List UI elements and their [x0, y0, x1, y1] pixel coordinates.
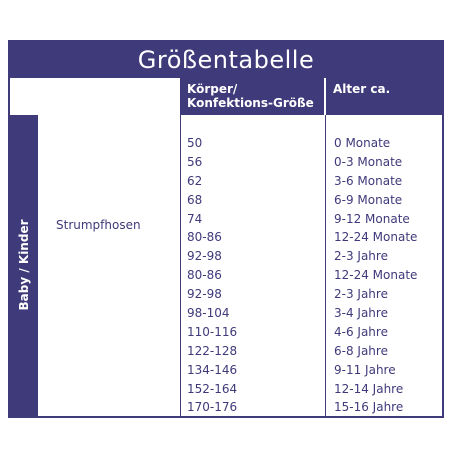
size-cell: 98-104 — [187, 306, 230, 321]
header-size-line1: Körper/ — [187, 82, 238, 96]
size-cell: 56 — [187, 154, 203, 169]
side-band — [10, 115, 38, 416]
age-cell: 2-3 Jahre — [334, 287, 388, 302]
table-title: Größentabelle — [10, 42, 442, 78]
size-cell: 80-86 — [187, 268, 222, 283]
size-cell: 92-98 — [187, 287, 222, 302]
column-divider — [180, 115, 181, 418]
age-cell: 0 Monate — [334, 136, 391, 150]
age-cell: 12-24 Monate — [334, 230, 418, 245]
age-cell: 4-6 Jahre — [334, 324, 388, 339]
category-label: Strumpfhosen — [56, 218, 141, 232]
age-column — [334, 134, 417, 417]
size-cell: 74 — [187, 211, 203, 226]
header-age: Alter ca. — [326, 78, 442, 115]
age-cell: 9-11 Jahre — [334, 362, 396, 377]
size-column — [187, 134, 237, 417]
header-empty-cell — [10, 78, 180, 115]
category-cell — [38, 115, 180, 416]
age-cell: 2-3 Jahre — [334, 249, 388, 264]
size-cell: 62 — [187, 173, 203, 188]
age-cell: 12-14 Jahre — [334, 381, 404, 396]
age-cell: 15-16 Jahre — [334, 400, 404, 415]
header-size — [180, 78, 324, 115]
size-cell: 152-164 — [187, 381, 238, 396]
age-cell: 12-24 Monate — [334, 268, 418, 283]
size-cell: 170-176 — [187, 400, 238, 415]
age-cell: 9-12 Monate — [334, 211, 410, 226]
header-size-line2: Konfektions-Größe — [187, 96, 314, 110]
size-cell: 50 — [187, 136, 203, 150]
column-divider — [325, 115, 326, 418]
age-cell: 3-6 Monate — [334, 173, 403, 188]
header-row — [10, 78, 442, 115]
size-cell: 68 — [187, 192, 203, 207]
age-cell: 6-9 Monate — [334, 192, 403, 207]
age-cell: 3-4 Jahre — [334, 306, 388, 321]
side-label: Baby / Kinder — [17, 219, 31, 311]
age-cell: 0-3 Monate — [334, 154, 403, 169]
age-cell: 6-8 Jahre — [334, 343, 388, 358]
size-cell: 80-86 — [187, 230, 222, 245]
size-cell: 122-128 — [187, 343, 238, 358]
size-chart-table — [8, 40, 444, 418]
size-cell: 92-98 — [187, 249, 222, 264]
size-cell: 134-146 — [187, 362, 238, 377]
size-cell: 110-116 — [187, 324, 238, 339]
